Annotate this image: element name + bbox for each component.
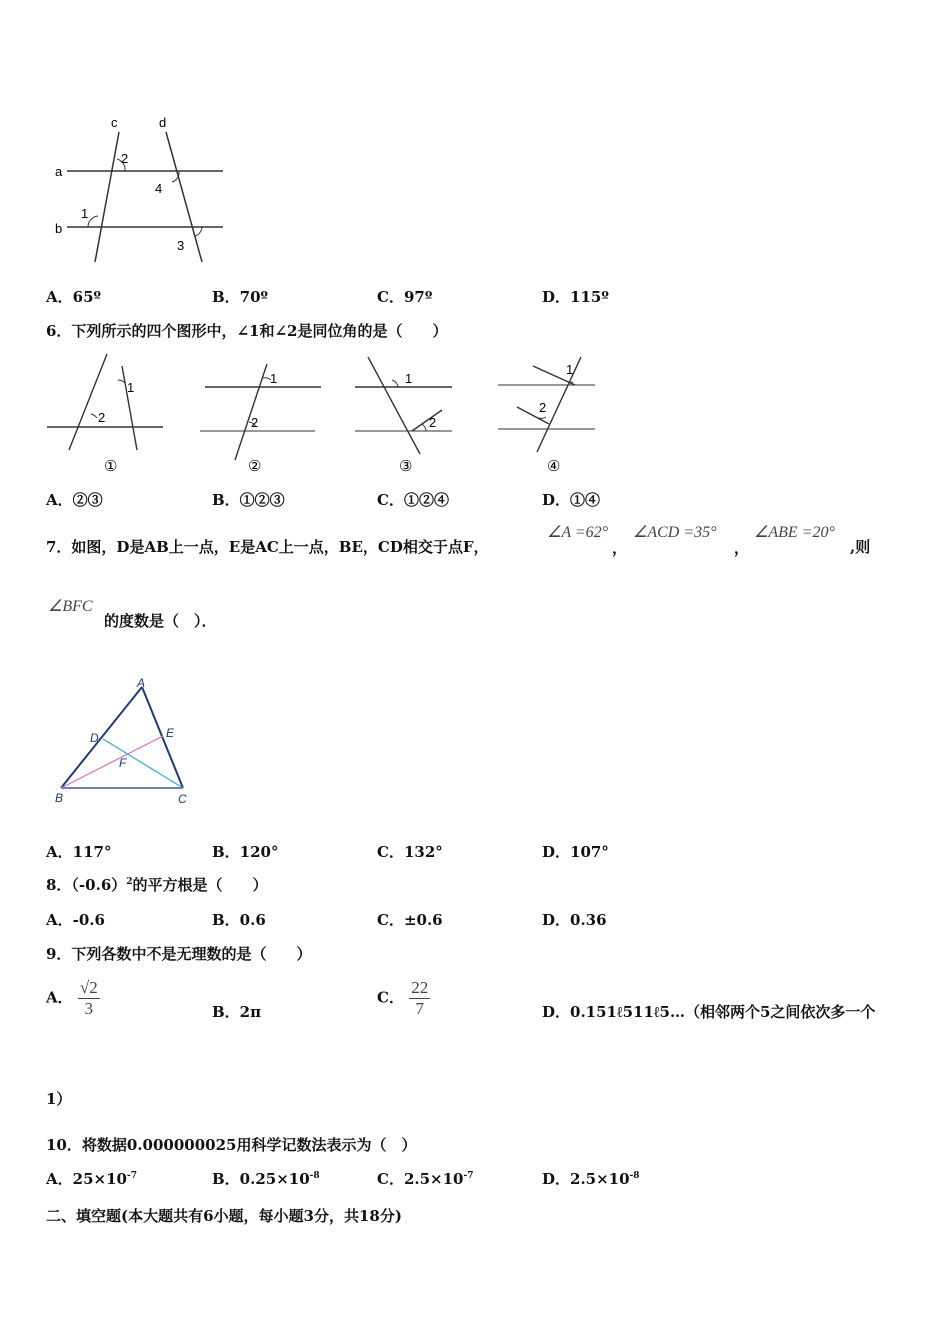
q6-option-c[interactable]: C．①②④: [377, 491, 449, 509]
q8-stem: [46, 874, 268, 895]
q6-figure-3: [350, 352, 465, 477]
q5-option-d[interactable]: D．115º: [542, 288, 609, 306]
fig2-angle1-label: 1: [270, 371, 278, 386]
fig1-angle2-label: 2: [98, 410, 106, 425]
q7-expr-angle-bfc: ∠BFC: [48, 598, 93, 615]
q9-c-numerator: 22: [411, 978, 429, 997]
q7-expr-angle-a: ∠A =62°: [547, 524, 609, 541]
q6-option-a[interactable]: A．②③: [46, 491, 103, 509]
q8-option-c[interactable]: C．±0.6: [377, 911, 443, 929]
q5-option-b[interactable]: B．70º: [212, 288, 269, 306]
q10-a-exp: -7: [126, 1171, 137, 1181]
label-3: 3: [177, 238, 185, 253]
vertex-f: F: [119, 756, 127, 770]
angle-4-arc: [172, 171, 179, 182]
section2-title: 二、填空题(本大题共有6小题，每小题3分，共18分): [46, 1207, 402, 1225]
fig2-angle2-label: 2: [251, 415, 259, 430]
q5-option-a[interactable]: A．65º: [46, 288, 102, 306]
q5-figure: [45, 112, 235, 267]
fig4-label: ④: [547, 458, 561, 475]
q7-expr-angle-abe: ∠ABE =20°: [754, 524, 835, 541]
q8-option-b[interactable]: B．0.6: [212, 911, 266, 929]
q6-figure-2: [195, 352, 325, 477]
fig4-angle2-label: 2: [539, 400, 547, 415]
label-a: a: [55, 164, 63, 179]
angle-1-arc: [88, 216, 98, 227]
fig4-angle1-label: 1: [566, 362, 574, 377]
fig3-label: ③: [399, 458, 413, 475]
q7-figure: [45, 675, 205, 810]
q8-stem-post: 的平方根是（ ）: [132, 876, 268, 894]
q10-b-exp: -8: [309, 1171, 320, 1181]
q9-a-numerator: √2: [79, 978, 98, 997]
q9-option-a-label: A．: [46, 988, 73, 1007]
label-2: 2: [121, 151, 129, 166]
q7-option-d[interactable]: D．107°: [542, 843, 609, 861]
q9-option-a[interactable]: [46, 978, 100, 1019]
vertex-d: D: [90, 731, 99, 745]
q10-option-a[interactable]: [46, 1168, 137, 1189]
fig3-angle2-label: 2: [429, 415, 437, 430]
q7-stem-start: 7．如图，D是AB上一点，E是AC上一点，BE，CD相交于点F，: [46, 538, 489, 556]
q6-figure-1: [45, 352, 170, 477]
q6-figure-4: [493, 352, 608, 477]
fig1-angle1-label: 1: [127, 380, 135, 395]
q9-stem: 9．下列各数中不是无理数的是（ ）: [46, 945, 312, 963]
q7-option-a[interactable]: A．117°: [46, 843, 112, 861]
q8-option-d[interactable]: D．0.36: [542, 911, 607, 929]
q10-c-base: C．2.5×10: [377, 1170, 464, 1188]
label-b: b: [55, 221, 63, 236]
q9-a-denominator: 3: [84, 999, 94, 1018]
label-c: c: [111, 115, 118, 130]
q8-stem-sup: 2: [126, 877, 133, 887]
fig3-angle1-label: 1: [405, 371, 413, 386]
label-1: 1: [81, 206, 89, 221]
q9-c-denominator: 7: [415, 999, 424, 1018]
q9-option-a-fraction: [78, 978, 100, 1019]
q7-sep1: ，: [612, 539, 628, 557]
q7-expr-angle-acd: ∠ACD =35°: [633, 524, 717, 541]
q10-stem: 10．将数据0.000000025用科学记数法表示为（ ）: [46, 1136, 417, 1154]
q5-option-c[interactable]: C．97º: [377, 288, 433, 306]
q9-option-c-fraction: [409, 978, 430, 1019]
q10-d-base: D．2.5×10: [542, 1170, 630, 1188]
vertex-a: A: [137, 676, 146, 690]
q10-d-exp: -8: [629, 1171, 640, 1181]
q10-option-c[interactable]: [377, 1168, 473, 1189]
q8-stem-pre: 8．（-0.6）: [46, 876, 127, 894]
q10-c-exp: -7: [463, 1171, 474, 1181]
q6-option-b[interactable]: B．①②③: [212, 491, 285, 509]
q6-stem: 6．下列所示的四个图形中，∠1和∠2是同位角的是（ ）: [46, 322, 448, 340]
q8-option-a[interactable]: A．-0.6: [46, 911, 105, 929]
q10-a-base: A．25×10: [46, 1170, 127, 1188]
fig2-label: ②: [248, 458, 262, 475]
q10-option-b[interactable]: [212, 1168, 320, 1189]
q6-option-d[interactable]: D．①④: [542, 491, 601, 509]
q7-sep2: ，: [734, 539, 750, 557]
q9-option-c-label: C．: [377, 988, 404, 1007]
vertex-b: B: [55, 791, 64, 805]
q9-option-d[interactable]: D．0.151ℓ511ℓ5…（相邻两个5之间依次多一个: [542, 1003, 876, 1021]
vertex-c: C: [178, 792, 187, 806]
q7-stem2: 的度数是（ ）．: [104, 612, 217, 630]
angle-3-arc: [195, 227, 202, 236]
q10-b-base: B．0.25×10: [212, 1170, 310, 1188]
label-4: 4: [155, 181, 163, 196]
q7-option-c[interactable]: C．132°: [377, 843, 443, 861]
label-d: d: [159, 115, 167, 130]
q9-option-c[interactable]: [377, 978, 430, 1019]
q7-option-b[interactable]: B．120°: [212, 843, 279, 861]
q9-option-d-continued: 1）: [46, 1090, 72, 1108]
vertex-e: E: [166, 726, 175, 740]
q7-stem-end: ,则: [850, 538, 871, 556]
q10-option-d[interactable]: [542, 1168, 640, 1189]
line-c: [95, 132, 119, 262]
fig1-label: ①: [104, 458, 118, 475]
q9-option-b[interactable]: B．2π: [212, 1003, 262, 1021]
